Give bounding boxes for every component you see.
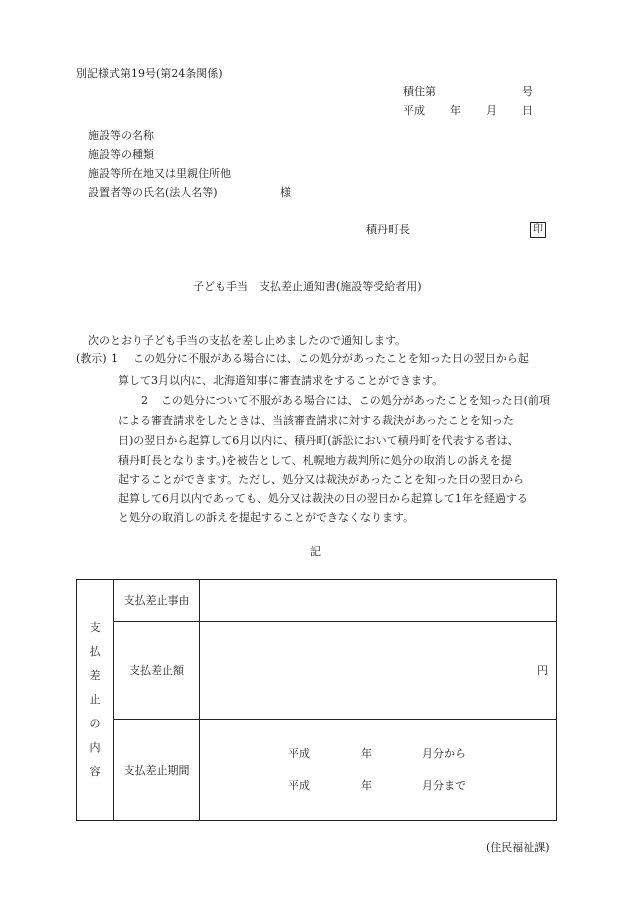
instruction-item2-line: による審査請求をしたときは、当該審査請求に対する裁決があったことを知った bbox=[118, 414, 514, 427]
side-char: 容 bbox=[89, 765, 101, 778]
form-id: 別記様式第19号(第24条関係) bbox=[76, 67, 223, 80]
issuer-title: 積丹町長 bbox=[366, 223, 410, 236]
side-char: 支 bbox=[89, 621, 101, 634]
date-era: 平成 bbox=[403, 104, 425, 117]
facility-name-label: 施設等の名称 bbox=[88, 129, 154, 142]
ref-number-suffix: 号 bbox=[522, 85, 533, 98]
instruction-item2-line: この処分について不服がある場合には、この処分があったことを知った日(前項 bbox=[161, 394, 550, 407]
intro-text: 次のとおり子ども手当の支払を差し止めましたので通知します。 bbox=[88, 334, 407, 347]
instruction-item2-line: 起算して6月以内であっても、処分又は裁決の日の翌日から起算して1年を経過する bbox=[118, 492, 528, 505]
side-char: 止 bbox=[89, 693, 101, 706]
period-to-month: 月分まで bbox=[422, 779, 466, 792]
side-label bbox=[77, 580, 114, 821]
period-from-era: 平成 bbox=[288, 747, 310, 760]
side-char: 差 bbox=[89, 669, 101, 682]
instruction-item1-line: 算して3月以内に、北海道知事に審査請求をすることができます。 bbox=[118, 374, 444, 387]
instruction-item2-line: 積丹町長となります。)を被告として、札幌地方裁判所に処分の取消しの訴えを提 bbox=[118, 454, 512, 467]
department: (住民福祉課) bbox=[486, 841, 550, 854]
period-value[interactable] bbox=[200, 720, 557, 821]
side-char: 払 bbox=[89, 645, 101, 658]
ref-number-prefix: 積住第 bbox=[403, 85, 436, 98]
ki-marker: 記 bbox=[310, 545, 321, 558]
date-year: 年 bbox=[450, 104, 461, 117]
period-to-year: 年 bbox=[361, 779, 372, 792]
period-from-month: 月分から bbox=[422, 747, 466, 760]
period-to-era: 平成 bbox=[288, 779, 310, 792]
facility-type-label: 施設等の種類 bbox=[88, 148, 154, 161]
seal-mark: 印 bbox=[530, 222, 546, 238]
amount-value[interactable] bbox=[200, 622, 557, 720]
document-title: 子ども手当 支払差止通知書(施設等受給者用) bbox=[193, 280, 422, 293]
honorific: 様 bbox=[280, 186, 291, 199]
instruction-item1-line: この処分に不服がある場合には、この処分があったことを知った日の翌日から起 bbox=[133, 352, 529, 365]
reason-value[interactable] bbox=[200, 580, 557, 622]
instruction-label: (教示) bbox=[76, 352, 107, 365]
amount-unit: 円 bbox=[537, 664, 548, 677]
detail-table bbox=[76, 579, 557, 821]
instruction-item2-line: と処分の取消しの訴えを提起することができなくなります。 bbox=[118, 511, 415, 524]
reason-label: 支払差止事由 bbox=[114, 580, 200, 622]
facility-address-label: 施設等所在地又は里親住所他 bbox=[88, 167, 231, 180]
instruction-item2-line: 日)の翌日から起算して6月以内に、積丹町(訴訟において積丹町を代表する者は、 bbox=[118, 434, 519, 447]
date-day: 日 bbox=[522, 104, 533, 117]
period-label: 支払差止期間 bbox=[114, 720, 200, 821]
founder-name-label: 設置者等の氏名(法人名等) bbox=[88, 186, 218, 199]
period-from-year: 年 bbox=[361, 747, 372, 760]
instruction-item1-num: 1 bbox=[111, 352, 118, 365]
side-char: 内 bbox=[89, 741, 101, 754]
instruction-item2-line: 起することができます。ただし、処分又は裁決があったことを知った日の翌日から bbox=[118, 473, 525, 486]
date-month: 月 bbox=[486, 104, 497, 117]
side-char: の bbox=[89, 717, 101, 730]
amount-label: 支払差止額 bbox=[114, 622, 200, 720]
instruction-item2-num: 2 bbox=[141, 394, 148, 407]
